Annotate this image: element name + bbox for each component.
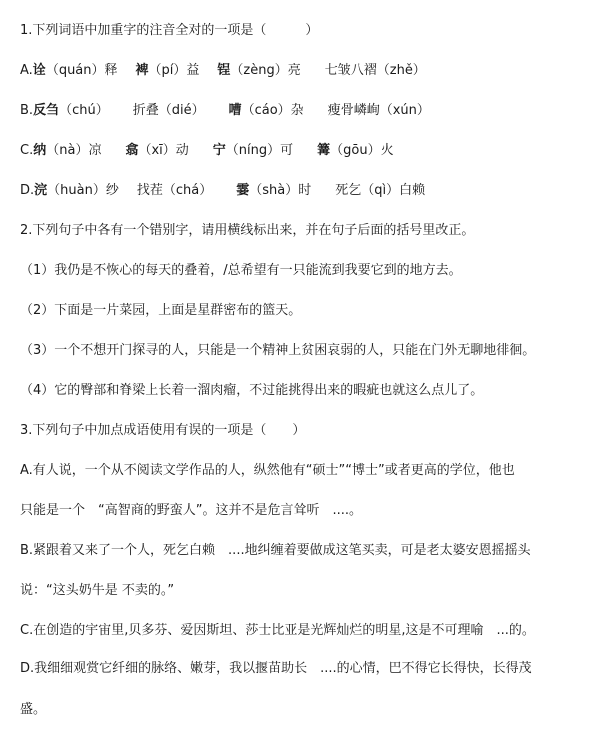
q1-a-word3: （zèng）亮	[230, 63, 301, 78]
q2-sentence-3: （3）一个不想开门探寻的人，只能是一个精神上贫困哀弱的人，只能在门外无聊地徘徊。	[20, 343, 536, 358]
q1-b-word1-bold: 反刍	[33, 103, 60, 118]
q3-option-b-line1: B.紧跟着又来了一个人，死乞白赖 ....地纠缠着要做成这笔买卖，可是老太婆安恩摇摇头	[20, 543, 531, 558]
q1-option-d	[20, 182, 581, 200]
q3-option-d-line1: D.我细细观赏它纤细的脉络、嫩芽，我以揠苗助长 ....的心情，巴不得它长得快，长得茂	[20, 661, 532, 676]
q2-sentence-4: （4）它的臀部和脊梁上长着一溜肉瘤，不过能挑得出来的暇疵也就这么点儿了。	[20, 383, 484, 398]
q1-c-word3: （níng）可	[225, 143, 294, 158]
q1-c-word1: （nà）凉	[46, 143, 102, 158]
q3-stem: 3.下列句子中加点成语使用有误的一项是（ ）	[20, 423, 306, 438]
q3-option-a-line2: 只能是一个 “高智商的野蛮人”。这并不是危言耸听 ....。	[20, 503, 362, 518]
q1-b-word4: 瘦骨嶙峋（xún）	[327, 103, 430, 118]
q1-b-word2: 折叠（dié）	[132, 103, 205, 118]
q1-c-word2-bold: 翕	[125, 143, 139, 158]
q1-d-word2: 找茬（chá）	[136, 183, 213, 198]
q1-a-word2-bold: 裨	[135, 63, 149, 78]
q1-c-word2: （xī）动	[138, 143, 189, 158]
q1-d-word3: （shà）时	[249, 183, 312, 198]
q2-sentence-1: （1）我仍是不恢心的每天的叠着，/总希望有一只能流到我要它到的地方去。	[20, 263, 462, 278]
q1-d-word1-bold: 浣	[34, 183, 48, 198]
q1-d-word4: 死乞（qì）白赖	[335, 183, 426, 198]
q1-c-word4-bold: 篝	[317, 143, 331, 158]
q1-b-word3-bold: 嘈	[228, 103, 242, 118]
q1-a-label: A.	[20, 63, 33, 78]
q3-option-b-line2: 说：“这头奶牛是 不卖的。”	[20, 583, 175, 598]
q2-stem: 2.下列句子中各有一个错别字，请用横线标出来，并在句子后面的括号里改正。	[20, 223, 475, 238]
q1-d-word1: （huàn）纱	[47, 183, 119, 198]
q1-c-label: C.	[20, 143, 34, 158]
q3-option-a-line1: A.有人说，一个从不阅读文学作品的人，纵然他有“硕士”“博士”或者更高的学位，他也	[20, 463, 515, 478]
q1-stem: 1.下列词语中加重字的注音全对的一项是（ ）	[20, 23, 319, 38]
q1-c-word3-bold: 宁	[212, 143, 226, 158]
q1-d-word3-bold: 霎	[236, 183, 250, 198]
q1-b-word1: （chú）	[59, 103, 109, 118]
q1-a-word1-bold: 诠	[32, 63, 46, 78]
q1-option-a	[20, 62, 581, 80]
q1-a-word3-bold: 锃	[217, 63, 231, 78]
q1-c-word1-bold: 纳	[33, 143, 47, 158]
q1-option-c	[20, 142, 581, 160]
q1-b-label: B.	[20, 103, 34, 118]
q3-option-d-line2: 盛。	[20, 702, 47, 717]
q1-c-word4: （gōu）火	[330, 143, 394, 158]
q1-b-word3: （cáo）杂	[241, 103, 304, 118]
q1-option-b	[20, 102, 581, 120]
q3-option-c: C.在创造的宇宙里,贝多芬、爱因斯坦、莎士比亚是光辉灿烂的明星,这是不可理喻 ...的。	[20, 623, 535, 638]
q1-a-word2: （pí）益	[148, 63, 200, 78]
q1-a-word4: 七皱八褶（zhě）	[324, 63, 426, 78]
q1-d-label: D.	[20, 183, 35, 198]
q2-sentence-2: （2）下面是一片菜园，上面是星群密布的篮天。	[20, 303, 302, 318]
q1-a-word1: （quán）释	[45, 63, 118, 78]
